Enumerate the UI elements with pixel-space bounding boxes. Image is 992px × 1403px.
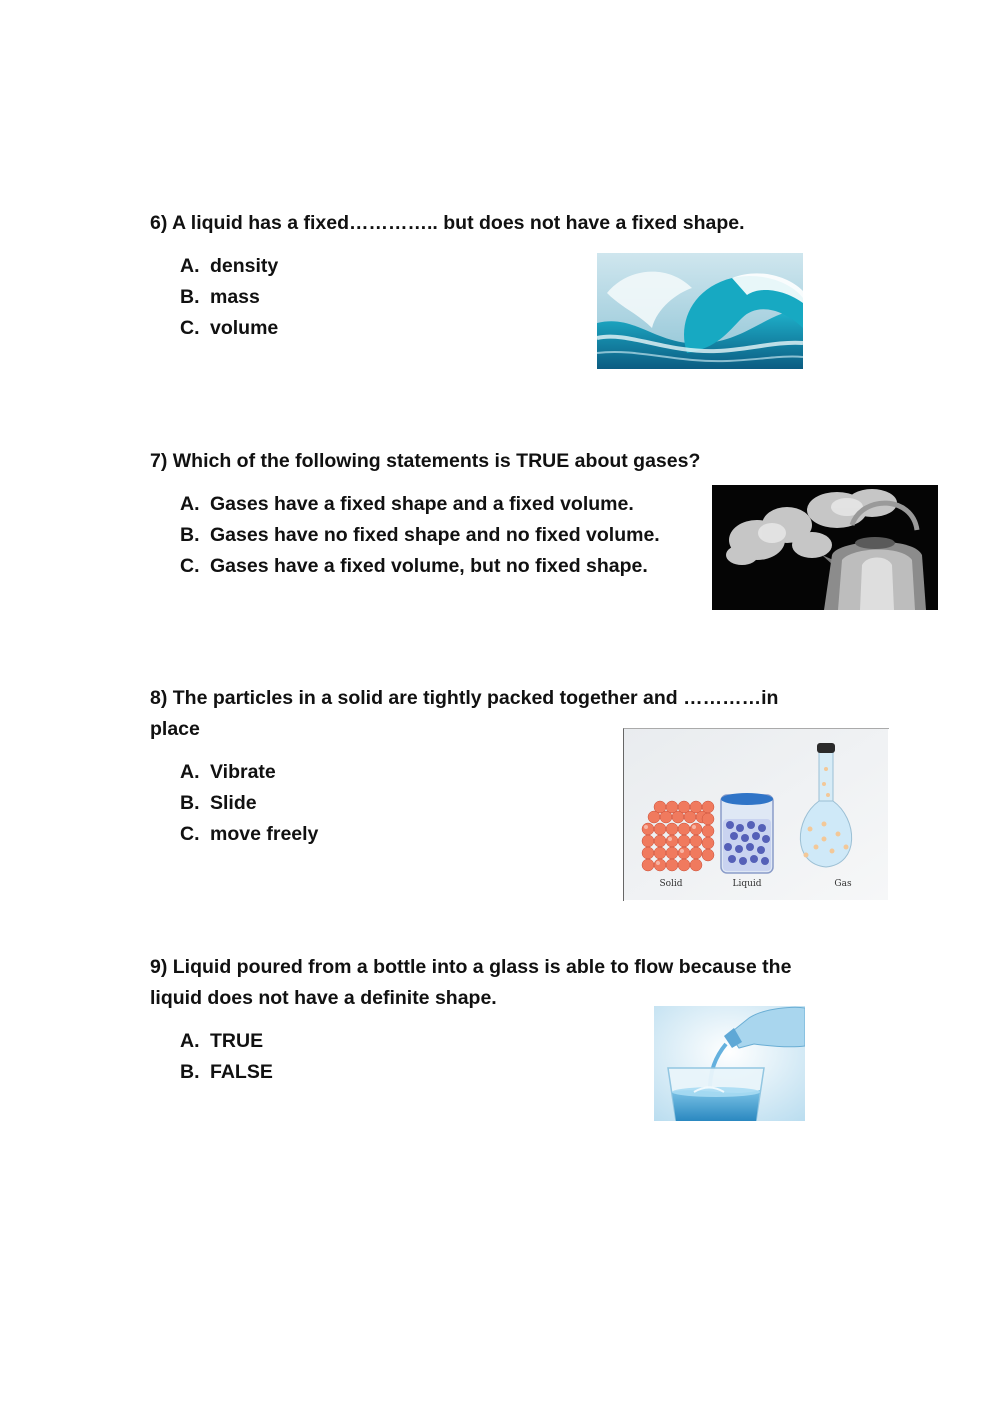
option-text: Gases have a fixed shape and a fixed volume. [210,493,634,515]
option-text: Slide [210,792,257,814]
ocean-wave-image [597,253,803,369]
option-text: Gases have no fixed shape and no fixed volume. [210,524,660,546]
option-letter: A. [180,493,200,515]
states-of-matter-image [623,728,889,901]
option-letter: C. [180,823,200,845]
option-letter: B. [180,524,200,546]
question-text: 7) Which of the following statements is TRUE about gases? [150,450,701,472]
option-text: move freely [210,823,319,845]
option-text: mass [210,286,260,308]
steaming-kettle-image [712,485,938,610]
water-pouring-image [654,1006,805,1121]
option-text: FALSE [210,1061,273,1083]
question-text: 8) The particles in a solid are tightly packed together and …………in place [150,687,779,740]
option-letter: A. [180,1030,200,1052]
option-letter: C. [180,317,200,339]
solid-label: Solid [659,879,683,889]
question-text: 6) A liquid has a fixed………….. but does not have a fixed shape. [150,212,745,234]
option-letter: B. [180,1061,200,1083]
option-text: Vibrate [210,761,276,783]
liquid-beaker [721,793,773,873]
gas-label: Gas [834,879,852,889]
option-text: density [210,255,279,277]
question-text: 9) Liquid poured from a bottle into a glass is able to flow because the liquid does not have a definite shape. [150,956,792,1009]
option-letter: B. [180,286,200,308]
liquid-label: Liquid [732,879,762,889]
option-letter: A. [180,255,200,277]
option-letter: B. [180,792,200,814]
option-letter: C. [180,555,200,577]
option-text: volume [210,317,279,339]
option-text: TRUE [210,1030,264,1052]
option-text: Gases have a fixed volume, but no fixed shape. [210,555,648,577]
option-letter: A. [180,761,200,783]
